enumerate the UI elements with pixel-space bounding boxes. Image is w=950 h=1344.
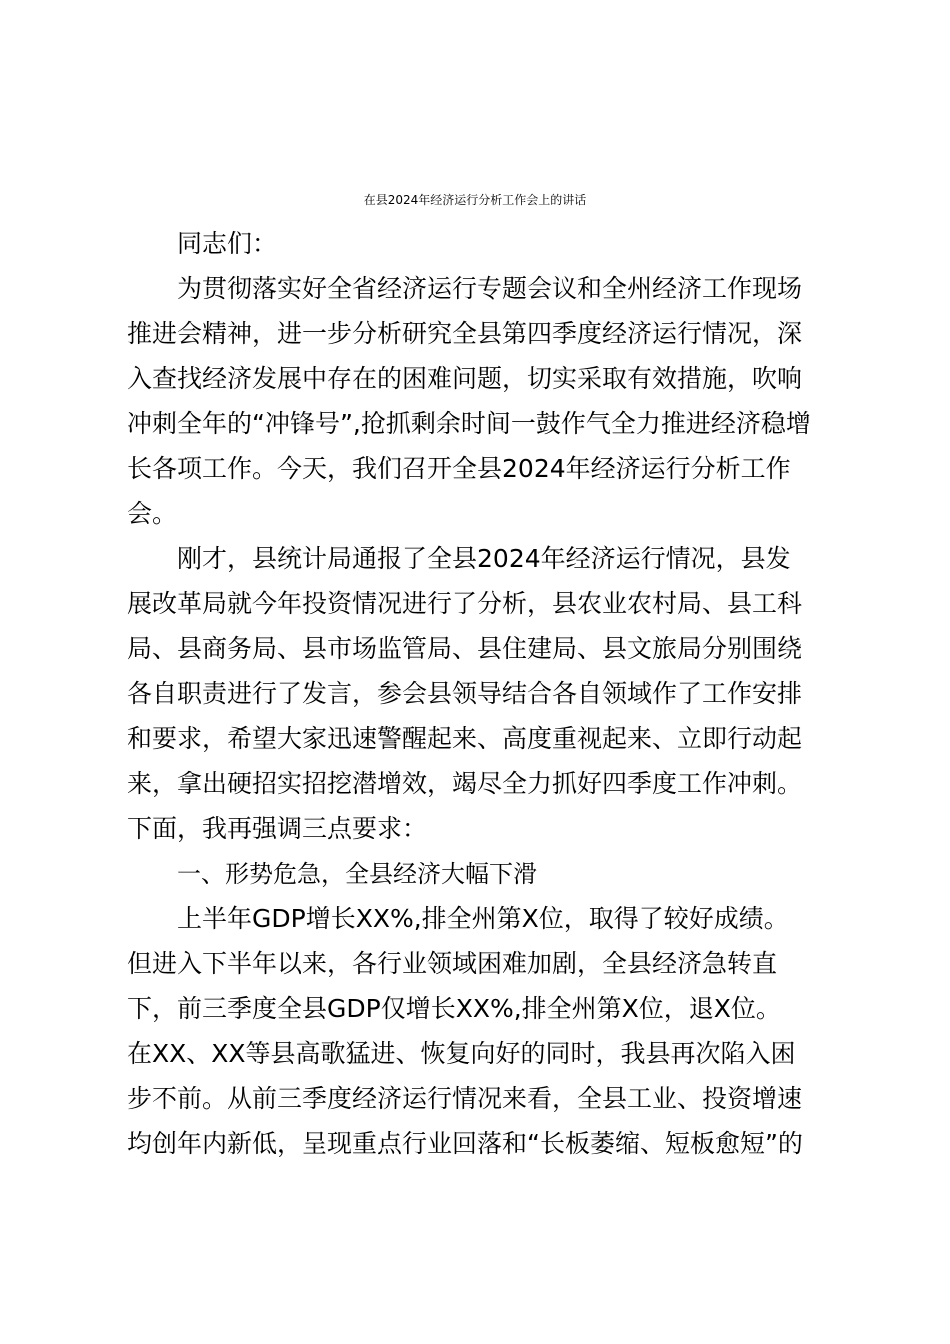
paragraph-2-line-4: 各自职责进行了发言，参会县领导结合各自领域作了工作安排 — [127, 679, 803, 708]
paragraph-3-line-3: 下，前三季度全县GDP仅增长XX%,排全州第X位，退X位。 — [127, 994, 781, 1023]
paragraph-2-line-2: 展改革局就今年投资情况进行了分析，县农业农村局、县工科 — [127, 589, 803, 618]
paragraph-3-line-6: 均创年内新低，呈现重点行业回落和“长板萎缩、短板愈短”的 — [127, 1129, 803, 1158]
paragraph-2-line-7: 下面，我再强调三点要求： — [127, 814, 428, 843]
paragraph-1-line-3: 入查找经济发展中存在的困难问题，切实采取有效措施，吹响 — [127, 364, 803, 393]
paragraph-1-line-2: 推进会精神，进一步分析研究全县第四季度经济运行情况，深 — [127, 319, 803, 348]
paragraph-2-line-5: 和要求，希望大家迅速警醒起来、高度重视起来、立即行动起 — [127, 724, 803, 753]
paragraph-1-line-1: 为贯彻落实好全省经济运行专题会议和全州经济工作现场 — [177, 274, 803, 303]
paragraph-1-line-5: 长各项工作。今天，我们召开全县2024年经济运行分析工作 — [127, 454, 791, 483]
paragraph-2-line-1: 刚才，县统计局通报了全县2024年经济运行情况，县发 — [177, 544, 791, 573]
paragraph-1-line-6: 会。 — [127, 499, 178, 528]
paragraph-3-line-2: 但进入下半年以来，各行业领域困难加剧，全县经济急转直 — [127, 949, 778, 978]
paragraph-3-line-1: 上半年GDP增长XX%,排全州第X位，取得了较好成绩。 — [177, 904, 789, 933]
paragraph-2-line-3: 局、县商务局、县市场监管局、县住建局、县文旅局分别围绕 — [127, 634, 803, 663]
document-title: 在县2024年经济运行分析工作会上的讲话 — [363, 193, 587, 207]
paragraph-3-line-5: 步不前。从前三季度经济运行情况来看，全县工业、投资增速 — [127, 1084, 803, 1113]
paragraph-2-line-6: 来，拿出硬招实招挖潜增效，竭尽全力抓好四季度工作冲刺。 — [127, 769, 803, 798]
paragraph-3-line-4: 在XX、XX等县高歌猛进、恢复向好的同时，我县再次陷入困 — [127, 1039, 796, 1068]
greeting: 同志们： — [177, 229, 278, 258]
paragraph-1-line-4: 冲刺全年的“冲锋号”,抢抓剩余时间一鼓作气全力推进经济稳增 — [127, 409, 811, 438]
section-1-heading: 一、形势危急，全县经济大幅下滑 — [177, 860, 537, 888]
